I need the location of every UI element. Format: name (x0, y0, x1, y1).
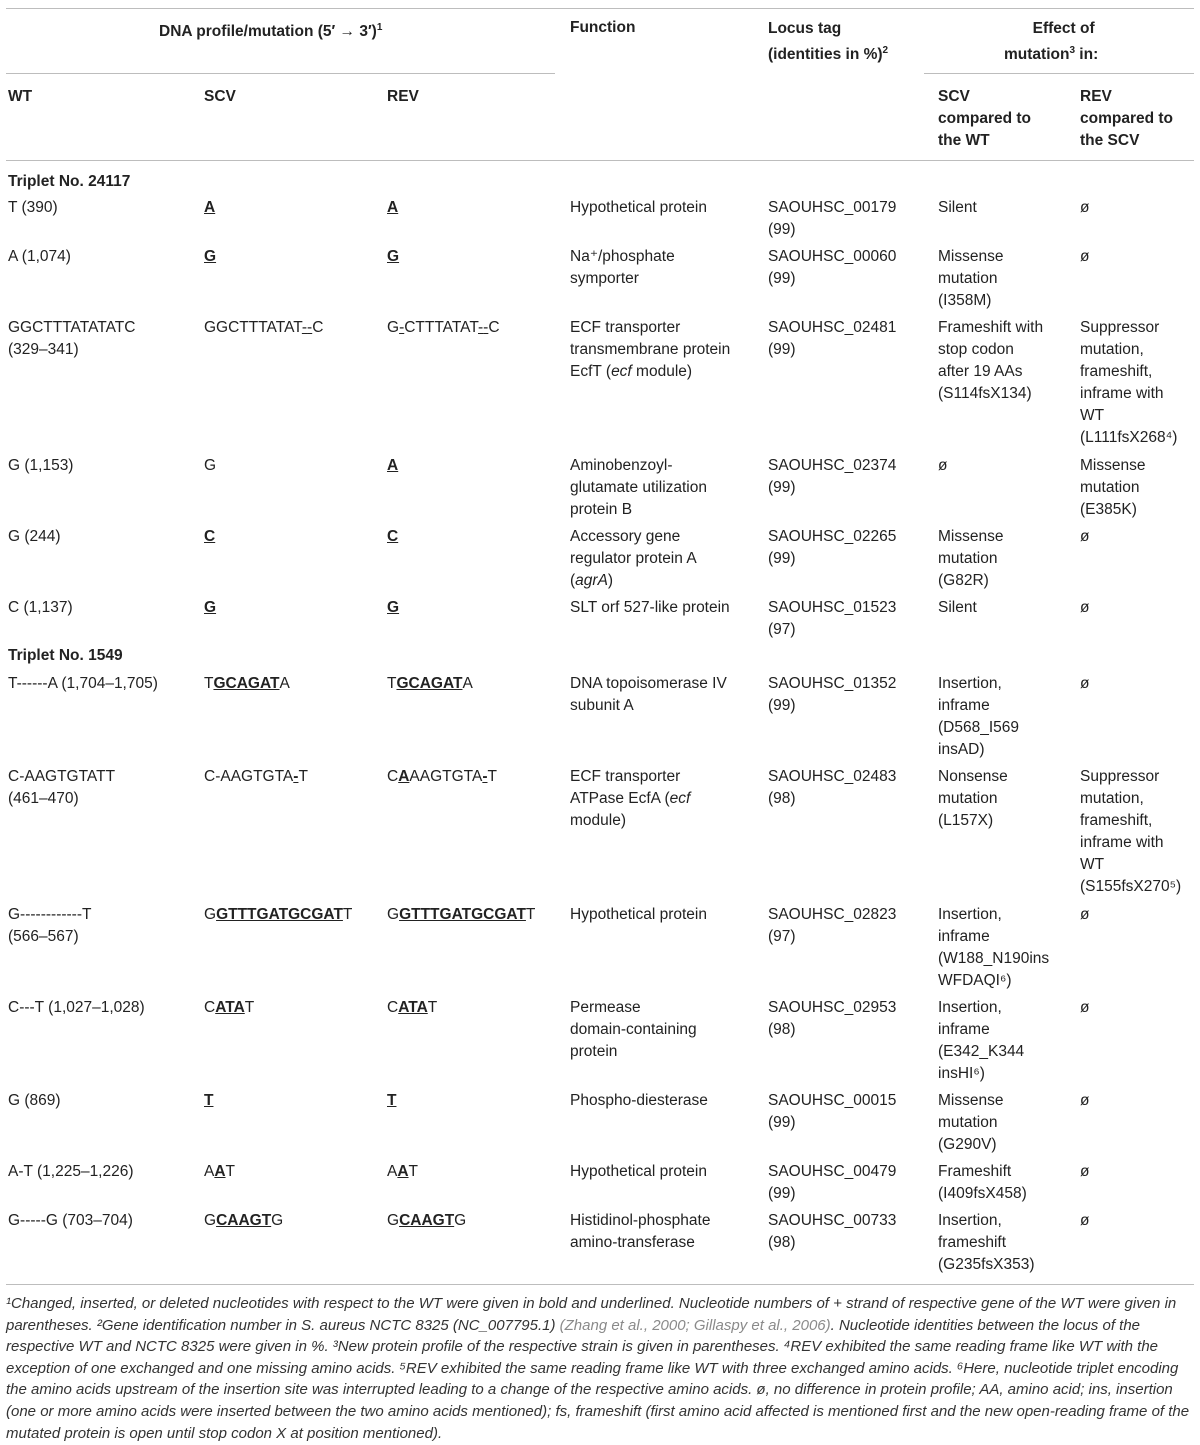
wt-cell (8, 455, 73, 477)
scv-cell (204, 197, 215, 219)
wt-cell-line: G-----G (703–704) (8, 1212, 133, 1229)
effect-scv-cell-line: WFDAQI⁶) (938, 972, 1012, 989)
function-cell-line: Histidinol-phosphate (570, 1212, 711, 1229)
effect-rev-cell-line: ø (1080, 1212, 1090, 1229)
nucleotide-segment: GGCTTTATAT (204, 319, 302, 336)
wt-cell (8, 246, 71, 268)
nucleotide-segment: G (387, 1212, 400, 1229)
nucleotide-segment: A (214, 1163, 226, 1180)
nucleotide-segment: AAGTGTA (409, 768, 483, 785)
scv-cell (204, 766, 308, 788)
locus-cell-line: (98) (768, 1234, 796, 1251)
wt-cell-line: A (1,074) (8, 248, 71, 265)
scv-cell (204, 597, 216, 619)
dna-profile-rule (6, 73, 555, 74)
effect-scv-cell-line: mutation (938, 270, 998, 287)
locus-cell-line: SAOUHSC_01352 (768, 675, 897, 692)
nucleotide-segment: C (204, 999, 216, 1016)
effect-scv-cell-line: Missense (938, 528, 1004, 545)
effect-rev-cell (1080, 197, 1089, 219)
nucleotide-segment: A (204, 1163, 215, 1180)
function-cell-line: module) (570, 812, 626, 829)
table-footnotes: ¹Changed, inserted, or deleted nucleotides with respect to the WT were given in bold and underlined. Nucleotide numbers of + strand of respective gene of the WT were given in parentheses. ²Gene identification number in S. aureus NCTC 8325 (NC_007795.1) (Zhang et al., 2000; Gillaspy et al., 2006). Nucleotide identities between the locus of the respective WT and NCTC 8325 were given in %. ³New protein profile of the respective strain is given in parentheses. ⁴REV exhibited the same reading frame like WT with the exception of one exchanged and one missing amino acids. ⁵REV exhibited the same reading frame like WT with three exchanged amino acids. ⁶Here, nucleotide triplet encoding the amino acids upstream of the insertion site was interrupted leading to a change of the respective amino acids. ø, no difference in protein profile; AA, amino acid; ins, insertion (one or more amino acids were inserted between the two amino acids mentioned); fs, frameshift (first amino acid affected is mentioned first and the new open-reading frame of the mutated protein is open until stop codon X at position mentioned). (6, 1295, 1190, 1442)
wt-cell-line: T------A (1,704–1,705) (8, 675, 158, 692)
locus-cell (768, 526, 896, 570)
locus-cell (768, 997, 896, 1041)
nucleotide-segment: - (399, 319, 405, 336)
locus-cell (768, 1161, 896, 1205)
locus-cell (768, 455, 896, 499)
nucleotide-segment: A (398, 768, 410, 785)
effect-scv-cell (938, 1161, 1027, 1205)
nucleotide-segment: G (204, 457, 217, 474)
nucleotide-segment: A (387, 1163, 398, 1180)
scv-cell (204, 1210, 283, 1232)
nucleotide-segment: T (204, 1092, 214, 1109)
effect-scv-cell-line: Nonsense (938, 768, 1008, 785)
locus-cell (768, 1210, 896, 1254)
rev-cell (387, 1161, 418, 1183)
locus-cell-line: (99) (768, 697, 796, 714)
nucleotide-segment: G (454, 1212, 467, 1229)
nucleotide-segment: T (387, 1092, 397, 1109)
effect-scv-cell-line: ø (938, 457, 948, 474)
function-cell-line: ECF transporter (570, 319, 681, 336)
function-cell-line: SLT orf 527-like protein (570, 599, 730, 616)
effect-scv-cell (938, 526, 1003, 592)
wt-cell-line: GGCTTTATATATC (8, 319, 136, 336)
rev-cell (387, 246, 399, 268)
effect-rev-cell (1080, 317, 1177, 449)
effect-rev-cell-line: (L111fsX268⁴) (1080, 429, 1178, 446)
function-cell-line: subunit A (570, 697, 634, 714)
effect-rule (924, 73, 1194, 74)
function-cell-line: EcfT (ecf module) (570, 363, 693, 380)
effect-scv-cell-line: Insertion, (938, 675, 1002, 692)
nucleotide-segment: G (387, 248, 400, 265)
scv-cell (204, 246, 216, 268)
effect-scv-cell (938, 246, 1003, 312)
function-cell (570, 1210, 710, 1254)
rev-cell (387, 197, 398, 219)
effect-scv-cell (938, 904, 1049, 992)
locus-cell-line: (99) (768, 1114, 796, 1131)
function-cell (570, 766, 690, 832)
function-cell (570, 197, 707, 219)
wt-cell (8, 197, 58, 219)
scv-cell (204, 1161, 235, 1183)
function-cell-line: protein (570, 1043, 618, 1060)
effect-rev-cell-line: ø (1080, 248, 1090, 265)
locus-cell (768, 246, 896, 290)
nucleotide-segment: - (307, 319, 313, 336)
wt-cell-line: (329–341) (8, 341, 79, 358)
effect-scv-cell-line: Frameshift with (938, 319, 1044, 336)
nucleotide-segment: T (387, 675, 397, 692)
effect-rev-cell-line: ø (1080, 1092, 1090, 1109)
rev-cell (387, 317, 500, 339)
wt-cell (8, 997, 145, 1019)
effect-rev-cell-line: WT (1080, 407, 1105, 424)
locus-cell-line: (97) (768, 621, 796, 638)
effect-rev-cell-line: ø (1080, 675, 1090, 692)
wt-header: WT (8, 88, 33, 105)
effect-rev-cell-line: mutation, (1080, 790, 1144, 807)
function-cell (570, 526, 697, 592)
effect-scv-cell-line: Missense (938, 248, 1004, 265)
locus-cell-line: SAOUHSC_00015 (768, 1092, 897, 1109)
rev-cell (387, 526, 398, 548)
effect-rev-cell-line: ø (1080, 199, 1090, 216)
effect-rev-cell (1080, 1210, 1089, 1232)
nucleotide-segment: - (478, 319, 484, 336)
function-cell-line: symporter (570, 270, 639, 287)
nucleotide-segment: A (462, 675, 473, 692)
effect-rev-cell-line: mutation, (1080, 341, 1144, 358)
effect-rev-cell-line: ø (1080, 906, 1090, 923)
effect-rev-cell (1080, 673, 1089, 695)
effect-rev-cell (1080, 1090, 1089, 1112)
rev-cell (387, 597, 399, 619)
effect-rev-cell-line: ø (1080, 528, 1090, 545)
function-cell-line: ATPase EcfA (ecf (570, 790, 691, 807)
effect-scv-cell-line: Frameshift (938, 1163, 1012, 1180)
effect-rev-cell (1080, 597, 1089, 619)
effect-scv-cell (938, 1090, 1003, 1156)
effect-scv-cell-line: mutation (938, 1114, 998, 1131)
locus-cell (768, 197, 896, 241)
effect-scv-cell-line: inframe (938, 1021, 990, 1038)
nucleotide-segment: G (204, 599, 217, 616)
function-cell-line: DNA topoisomerase IV (570, 675, 727, 692)
locus-header: Locus tag (identities in %)$^2$ (768, 20, 889, 64)
function-cell (570, 997, 697, 1063)
function-cell (570, 597, 730, 619)
effect-scv-cell-line: (S114fsX134) (938, 385, 1032, 402)
wt-cell-line: G (1,153) (8, 457, 74, 474)
wt-cell (8, 673, 158, 695)
function-header: Function (570, 19, 636, 36)
wt-cell-line: C-AAGTGTATT (8, 768, 116, 785)
scv-cell (204, 526, 215, 548)
locus-cell (768, 1090, 896, 1134)
scv-cell (204, 455, 216, 477)
nucleotide-segment: A (387, 457, 399, 474)
effect-scv-cell (938, 673, 1019, 761)
scv-cell (204, 904, 352, 926)
nucleotide-segment: - (483, 319, 489, 336)
scv-cell (204, 997, 254, 1019)
wt-cell-line: T (390) (8, 199, 58, 216)
dna-profile-header: DNA profile/mutation $(5' \to 3')^1$ (159, 22, 383, 41)
nucleotide-segment: A (387, 199, 399, 216)
effect-scv-cell (938, 597, 977, 619)
function-cell (570, 317, 730, 383)
nucleotide-segment: T (225, 1163, 236, 1180)
effect-scv-cell-line: (G290V) (938, 1136, 997, 1153)
effect-scv-cell-line: (W188_N190ins (938, 950, 1050, 967)
effect-scv-cell-line: insAD) (938, 741, 985, 758)
effect-scv-cell-line: after 19 AAs (938, 363, 1023, 380)
nucleotide-segment: T (298, 768, 308, 785)
rev-cell (387, 1210, 466, 1232)
effect-scv-cell-line: Silent (938, 199, 977, 216)
nucleotide-segment: G (204, 1212, 217, 1229)
section-label: Triplet No. 1549 (8, 647, 123, 664)
effect-scv-cell-line: (L157X) (938, 812, 994, 829)
function-cell-line: Hypothetical protein (570, 906, 707, 923)
nucleotide-segment: CTTTATAT (404, 319, 478, 336)
nucleotide-segment: T (525, 906, 536, 923)
nucleotide-segment: G (387, 599, 400, 616)
nucleotide-segment: T (204, 675, 214, 692)
nucleotide-segment: GCAGAT (213, 675, 280, 692)
effect-rev-cell (1080, 526, 1089, 548)
effect-scv-cell-line: (D568_I569 (938, 719, 1020, 736)
rev-cell (387, 766, 497, 788)
wt-cell (8, 766, 115, 810)
function-cell-line: Phospho-diesterase (570, 1092, 708, 1109)
rev-cell (387, 997, 437, 1019)
wt-cell (8, 904, 91, 948)
function-cell-line: transmembrane protein (570, 341, 731, 358)
locus-cell-line: SAOUHSC_01523 (768, 599, 897, 616)
nucleotide-segment: G (204, 906, 217, 923)
top-rule (6, 8, 1194, 9)
function-cell-line: protein B (570, 501, 633, 518)
scv-cell (204, 317, 323, 339)
locus-cell-line: SAOUHSC_02481 (768, 319, 897, 336)
locus-cell-line: (99) (768, 221, 796, 238)
section-label: Triplet No. 24117 (8, 173, 131, 190)
wt-cell-line: (566–567) (8, 928, 79, 945)
effect-scv-cell-line: (G235fsX353) (938, 1256, 1035, 1273)
effect-rev-cell (1080, 455, 1145, 521)
effect-rev-cell (1080, 904, 1089, 926)
wt-cell (8, 1090, 61, 1112)
function-cell (570, 455, 707, 521)
function-cell-line: Accessory gene (570, 528, 681, 545)
effect-rev-cell-line: ø (1080, 999, 1090, 1016)
function-cell-line: Hypothetical protein (570, 199, 707, 216)
scv-cell (204, 673, 290, 695)
rev-cell (387, 455, 398, 477)
locus-cell-line: SAOUHSC_02953 (768, 999, 897, 1016)
effect-rev-cell-line: (E385K) (1080, 501, 1137, 518)
effect-rev-cell-line: inframe with (1080, 385, 1164, 402)
nucleotide-segment: GTTTGATGCGAT (399, 906, 526, 923)
effect-scv-cell (938, 197, 977, 219)
header-bottom-rule (6, 160, 1194, 161)
nucleotide-segment: - (293, 768, 299, 785)
nucleotide-segment: G (387, 319, 400, 336)
locus-cell-line: SAOUHSC_02483 (768, 768, 897, 785)
nucleotide-segment: A (279, 675, 290, 692)
nucleotide-segment: G (271, 1212, 284, 1229)
locus-cell (768, 317, 896, 361)
wt-cell-line: A-T (1,225–1,226) (8, 1163, 134, 1180)
wt-cell-line: C (1,137) (8, 599, 73, 616)
effect-scv-cell-line: (I358M) (938, 292, 992, 309)
effect-scv-cell-line: mutation (938, 790, 998, 807)
function-cell-line: Na⁺/phosphate (570, 248, 675, 265)
function-cell (570, 246, 675, 290)
effect-rev-cell-line: frameshift, (1080, 363, 1153, 380)
nucleotide-segment: - (301, 319, 308, 336)
function-cell (570, 1161, 707, 1183)
effect-rev-cell (1080, 997, 1089, 1019)
nucleotide-segment: T (408, 1163, 419, 1180)
scv-compared-header: SCV compared to the WT (938, 88, 1032, 149)
effect-scv-cell-line: (G82R) (938, 572, 989, 589)
wt-cell-line: (461–470) (8, 790, 79, 807)
effect-scv-cell-line: inframe (938, 697, 990, 714)
locus-cell-line: (99) (768, 270, 796, 287)
rev-cell (387, 673, 473, 695)
nucleotide-segment: T (487, 768, 497, 785)
function-cell-line: Permease (570, 999, 641, 1016)
wt-cell (8, 597, 73, 619)
nucleotide-segment: C (312, 319, 324, 336)
locus-cell (768, 766, 896, 810)
wt-cell (8, 1210, 133, 1232)
function-cell (570, 673, 727, 717)
nucleotide-segment: C (488, 319, 500, 336)
wt-cell (8, 1161, 134, 1183)
effect-scv-cell-line: stop codon (938, 341, 1014, 358)
effect-scv-cell-line: Insertion, (938, 1212, 1002, 1229)
effect-rev-cell-line: inframe with (1080, 834, 1164, 851)
rev-compared-header: REV compared to the SCV (1080, 88, 1174, 149)
wt-cell-line: G (244) (8, 528, 61, 545)
effect-scv-cell-line: frameshift (938, 1234, 1007, 1251)
locus-cell-line: SAOUHSC_00479 (768, 1163, 897, 1180)
nucleotide-segment: G (387, 906, 400, 923)
effect-rev-cell-line: Missense (1080, 457, 1146, 474)
locus-cell-line: (97) (768, 928, 796, 945)
effect-scv-cell-line: inframe (938, 928, 990, 945)
locus-cell-line: SAOUHSC_02265 (768, 528, 897, 545)
effect-scv-cell (938, 455, 947, 477)
nucleotide-segment: ATA (398, 999, 428, 1016)
nucleotide-segment: T (244, 999, 255, 1016)
effect-rev-cell-line: ø (1080, 599, 1090, 616)
locus-cell-line: SAOUHSC_02823 (768, 906, 897, 923)
locus-cell (768, 597, 896, 641)
effect-scv-cell-line: Missense (938, 1092, 1004, 1109)
function-cell (570, 1090, 708, 1112)
locus-cell-line: SAOUHSC_02374 (768, 457, 897, 474)
effect-rev-cell-line: (S155fsX270⁵) (1080, 878, 1182, 895)
nucleotide-segment: C (204, 528, 216, 545)
effect-scv-cell-line: Insertion, (938, 906, 1002, 923)
locus-cell-line: (98) (768, 1021, 796, 1038)
nucleotide-segment: GCAGAT (396, 675, 463, 692)
effect-scv-cell (938, 317, 1043, 405)
locus-cell (768, 673, 896, 717)
locus-cell-line: (99) (768, 341, 796, 358)
locus-cell-line: SAOUHSC_00060 (768, 248, 897, 265)
scv-header: SCV (204, 88, 236, 105)
wt-cell (8, 317, 135, 361)
locus-cell-line: SAOUHSC_00179 (768, 199, 897, 216)
wt-cell (8, 526, 61, 548)
function-cell (570, 904, 707, 926)
effect-scv-cell-line: (I409fsX458) (938, 1185, 1027, 1202)
effect-rev-cell-line: WT (1080, 856, 1105, 873)
nucleotide-segment: C (387, 528, 399, 545)
effect-scv-cell (938, 766, 1008, 832)
nucleotide-segment: - (482, 768, 488, 785)
function-cell-line: glutamate utilization (570, 479, 707, 496)
nucleotide-segment: GTTTGATGCGAT (216, 906, 343, 923)
wt-cell-line: C---T (1,027–1,028) (8, 999, 145, 1016)
function-cell-line: domain-containing (570, 1021, 697, 1038)
effect-header: Effect of mutation$^3$ in: (1004, 20, 1099, 64)
nucleotide-segment: C-AAGTGTA (204, 768, 294, 785)
function-cell-line: (agrA) (570, 572, 614, 589)
effect-scv-cell-line: (E342_K344 (938, 1043, 1025, 1060)
nucleotide-segment: CAAGT (216, 1212, 272, 1229)
effect-scv-cell-line: Silent (938, 599, 977, 616)
nucleotide-segment: T (342, 906, 353, 923)
table-bottom-rule (6, 1284, 1194, 1285)
effect-rev-cell (1080, 246, 1089, 268)
effect-rev-cell-line: Suppressor (1080, 768, 1160, 785)
nucleotide-segment: C (387, 999, 399, 1016)
locus-cell-line: (99) (768, 1185, 796, 1202)
locus-cell-line: (99) (768, 550, 796, 567)
locus-cell-line: (99) (768, 479, 796, 496)
nucleotide-segment: ATA (215, 999, 245, 1016)
nucleotide-segment: G (204, 248, 217, 265)
effect-scv-cell-line: Insertion, (938, 999, 1002, 1016)
wt-cell-line: G------------T (8, 906, 92, 923)
nucleotide-segment: T (427, 999, 438, 1016)
function-cell-line: Hypothetical protein (570, 1163, 707, 1180)
effect-scv-cell-line: insHI⁶) (938, 1065, 985, 1082)
function-cell-line: Aminobenzoyl- (570, 457, 673, 474)
effect-rev-cell-line: ø (1080, 1163, 1090, 1180)
nucleotide-segment: A (204, 199, 216, 216)
locus-cell (768, 904, 896, 948)
function-cell-line: amino-transferase (570, 1234, 695, 1251)
effect-rev-cell-line: Suppressor (1080, 319, 1160, 336)
rev-cell (387, 1090, 396, 1112)
nucleotide-segment: C (387, 768, 399, 785)
nucleotide-segment: CAAGT (399, 1212, 455, 1229)
citation-link[interactable]: (Zhang et al., 2000; Gillaspy et al., 2006) (559, 1316, 831, 1334)
effect-rev-cell (1080, 1161, 1089, 1183)
rev-cell (387, 904, 535, 926)
effect-rev-cell-line: mutation (1080, 479, 1140, 496)
rev-header: REV (387, 88, 419, 105)
scv-cell (204, 1090, 213, 1112)
function-cell-line: regulator protein A (570, 550, 697, 567)
locus-cell-line: (98) (768, 790, 796, 807)
effect-scv-cell (938, 997, 1024, 1085)
effect-rev-cell-line: frameshift, (1080, 812, 1153, 829)
effect-rev-cell (1080, 766, 1181, 898)
wt-cell-line: G (869) (8, 1092, 61, 1109)
effect-scv-cell-line: mutation (938, 550, 998, 567)
effect-scv-cell (938, 1210, 1035, 1276)
locus-cell-line: SAOUHSC_00733 (768, 1212, 897, 1229)
nucleotide-segment: A (397, 1163, 409, 1180)
function-cell-line: ECF transporter (570, 768, 681, 785)
